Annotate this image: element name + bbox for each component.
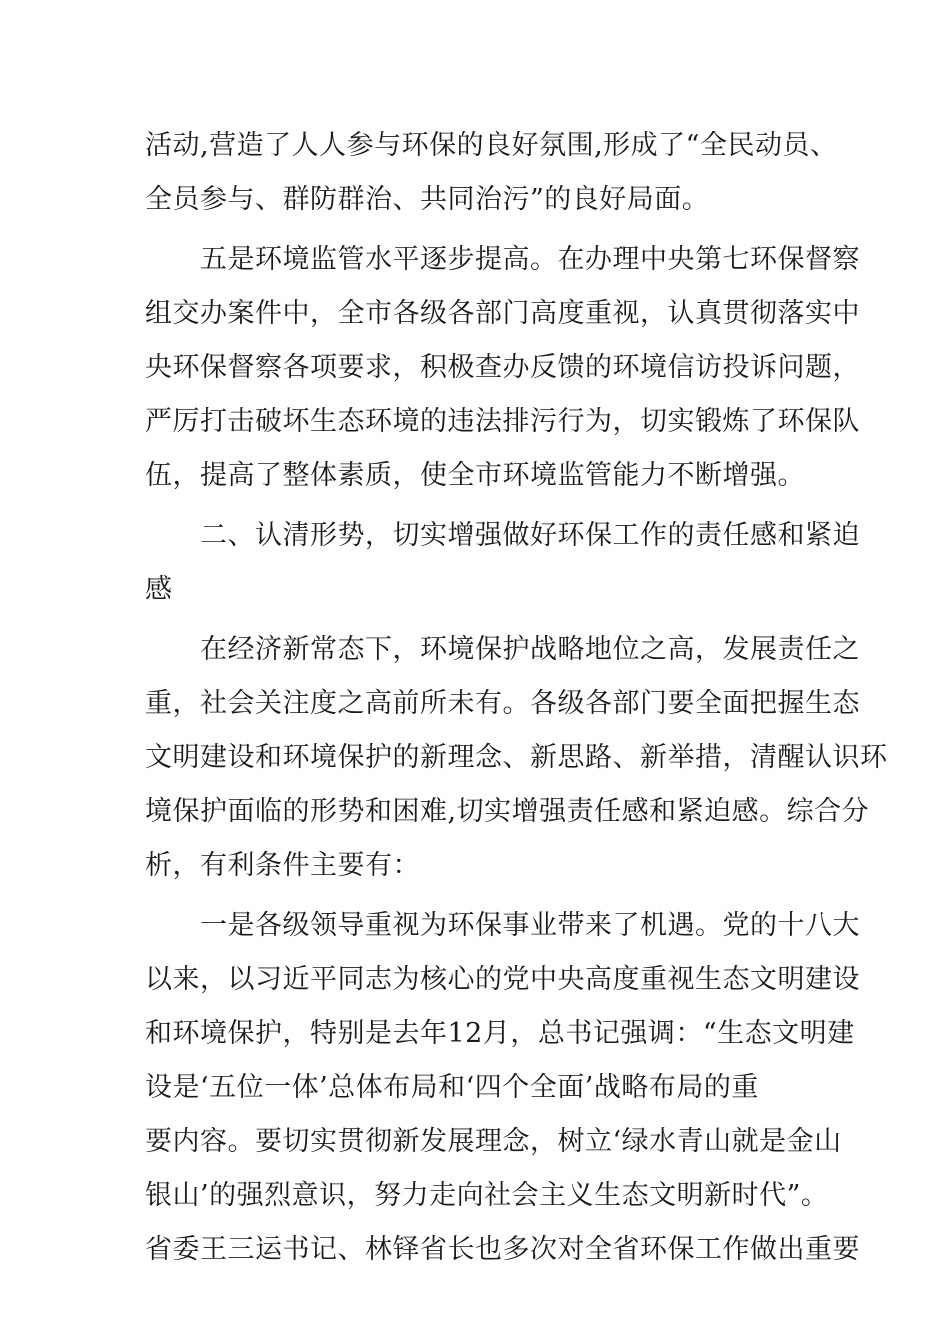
text-line: 析，有利条件主要有： <box>145 850 420 881</box>
section-heading-continued: 感 <box>145 574 173 605</box>
text-line: 重，社会关注度之高前所未有。各级各部门要全面把握生态 <box>145 688 860 719</box>
text-line: 严厉打击破坏生态环境的违法排污行为，切实锻炼了环保队 <box>145 406 860 437</box>
text-line: 组交办案件中，全市各级各部门高度重视，认真贯彻落实中 <box>145 298 860 329</box>
text-line: 伍，提高了整体素质，使全市环境监管能力不断增强。 <box>145 460 805 491</box>
text-line: 银山’的强烈意识，努力走向社会主义生态文明新时代”。 <box>145 1180 829 1211</box>
text-line: 和环境保护，特别是去年12月，总书记强调：“生态文明建 <box>145 1018 855 1049</box>
section-heading: 二、认清形势，切实增强做好环保工作的责任感和紧迫 <box>200 520 860 551</box>
paragraph-first-line: 在经济新常态下，环境保护战略地位之高，发展责任之 <box>200 634 860 665</box>
text-line: 省委王三运书记、林铎省长也多次对全省环保工作做出重要 <box>145 1234 860 1265</box>
text-line: 央环保督察各项要求，积极查办反馈的环境信访投诉问题， <box>145 352 860 383</box>
paragraph-first-line: 五是环境监管水平逐步提高。在办理中央第七环保督察 <box>200 244 860 275</box>
text-line: 文明建设和环境保护的新理念、新思路、新举措，清醒认识环 <box>145 742 888 773</box>
text-line: 以来，以习近平同志为核心的党中央高度重视生态文明建设 <box>145 964 860 995</box>
text-line: 设是‘五位一体’总体布局和‘四个全面’战略布局的重 <box>145 1072 759 1103</box>
paragraph-first-line: 一是各级领导重视为环保事业带来了机遇。党的十八大 <box>200 910 860 941</box>
text-line: 要内容。要切实贯彻新发展理念，树立‘绿水青山就是金山 <box>145 1126 842 1157</box>
text-line: 境保护面临的形势和困难,切实增强责任感和紧迫感。综合分 <box>145 796 870 827</box>
text-line: 全员参与、群防群治、共同治污”的良好局面。 <box>145 184 710 215</box>
text-line: 活动,营造了人人参与环保的良好氛围,形成了“全民动员、 <box>145 130 838 161</box>
